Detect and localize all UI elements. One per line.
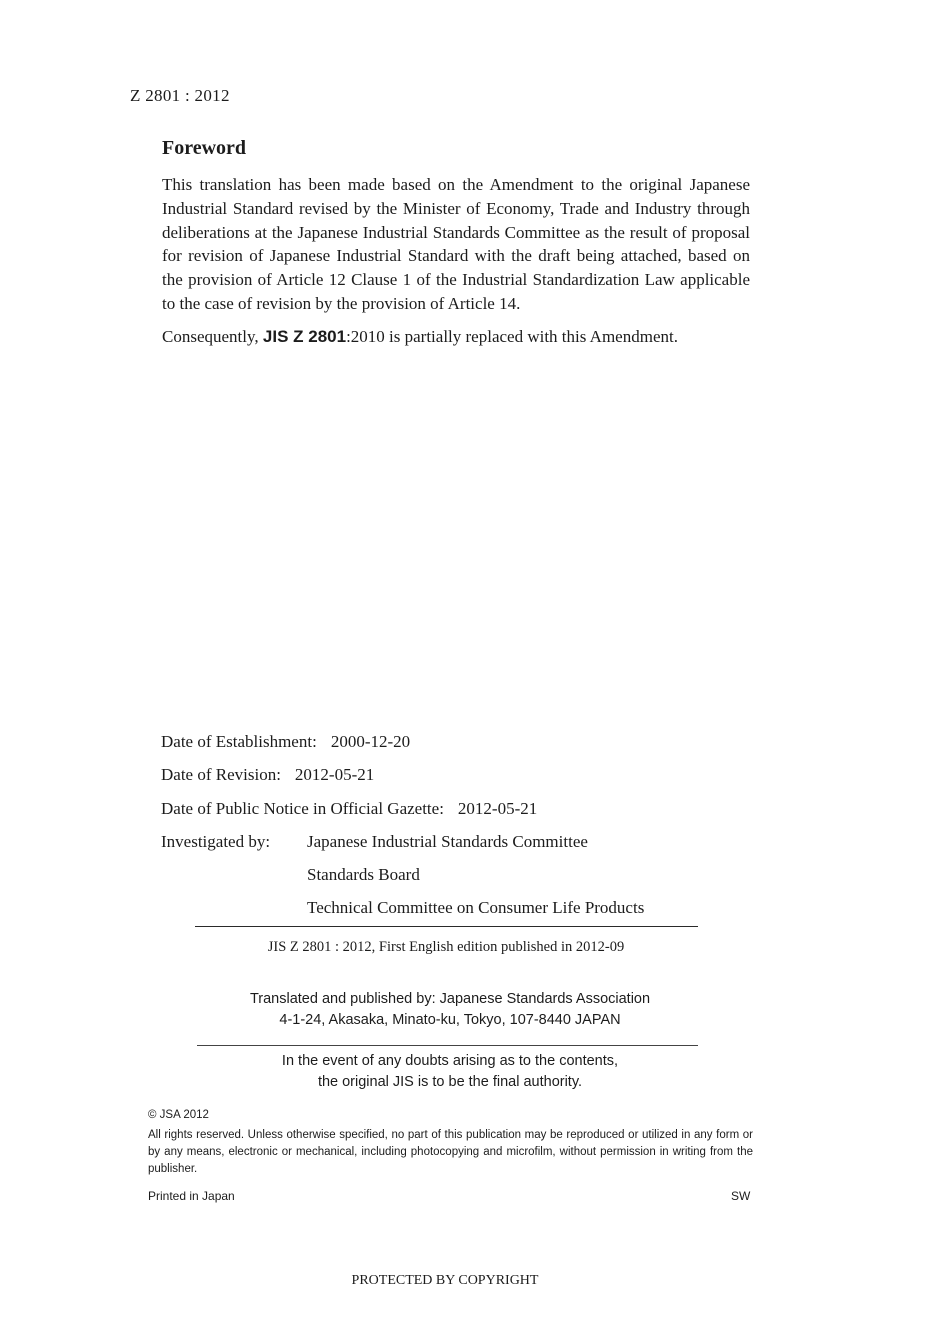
notice-line-2: the original JIS is to be the final authority. xyxy=(317,1074,583,1090)
standard-reference: JIS Z 2801 xyxy=(262,326,347,346)
investigated-row-2 xyxy=(161,863,537,896)
publisher-line-2: 4-1-24, Akasaka, Minato-ku, Tokyo, 107-8440 JAPAN xyxy=(279,1012,621,1028)
sw-code: SW xyxy=(731,1189,751,1203)
document-code: Z 2801 : 2012 xyxy=(130,86,230,105)
divider-bottom xyxy=(197,1045,698,1046)
printed-in: Printed in Japan xyxy=(148,1189,235,1203)
investigated-label: Investigated by: xyxy=(161,831,271,851)
investigated-row-3 xyxy=(161,896,645,929)
protected-footer: PROTECTED BY COPYRIGHT xyxy=(351,1273,539,1288)
publisher-block xyxy=(0,989,900,1031)
revision-value: 2012-05-21 xyxy=(294,765,375,785)
gazette-row xyxy=(161,797,537,830)
establishment-label: Date of Establishment: xyxy=(161,732,317,751)
establishment-value: 2000-12-20 xyxy=(330,732,411,751)
authority-notice xyxy=(0,1051,900,1093)
investigated-board: Standards Board xyxy=(307,865,420,885)
gazette-value: 2012-05-21 xyxy=(457,798,538,818)
foreword-title: Foreword xyxy=(162,137,247,159)
investigated-committee: Japanese Industrial Standards Committee xyxy=(307,831,588,851)
foreword-paragraph-2 xyxy=(162,325,750,349)
divider-top xyxy=(195,926,698,927)
revision-label: Date of Revision: xyxy=(161,765,281,785)
paragraph-2-prefix: Consequently, xyxy=(162,326,263,346)
paragraph-2-suffix: :2010 is partially replaced with this Amendment. xyxy=(346,326,678,346)
edition-line: JIS Z 2801 : 2012, First English edition published in 2012-09 xyxy=(267,939,625,955)
publisher-line-1: Translated and published by: Japanese Standards Association xyxy=(249,991,651,1007)
investigated-technical-committee: Technical Committee on Consumer Life Products xyxy=(307,898,645,918)
revision-row xyxy=(161,763,537,796)
copyright-notice: © JSA 2012 xyxy=(148,1109,209,1121)
gazette-label: Date of Public Notice in Official Gazette: xyxy=(161,798,444,818)
notice-line-1: In the event of any doubts arising as to the contents, xyxy=(281,1053,619,1069)
rights-statement: All rights reserved. Unless otherwise specified, no part of this publication may be reproduced or utilized in any form or by any means, electronic or mechanical, including photocopying and microfilm, without permission in writing from the publisher. xyxy=(148,1129,753,1175)
dates-block xyxy=(161,730,645,930)
foreword-body xyxy=(162,173,750,349)
establishment-row xyxy=(161,730,537,763)
investigated-row xyxy=(161,830,588,863)
foreword-paragraph-1: This translation has been made based on the Amendment to the original Japanese Industrial Standard revised by the Minister of Economy, Trade and Industry through deliberations at the Japanese Industrial Standards Committee as the result of proposal for revision of Japanese Industrial Standard with the draft being attached, based on the provision of Article 12 Clause 1 of the Industrial Standardization Law applicable to the case of revision by the provision of Article 14. xyxy=(162,175,750,313)
